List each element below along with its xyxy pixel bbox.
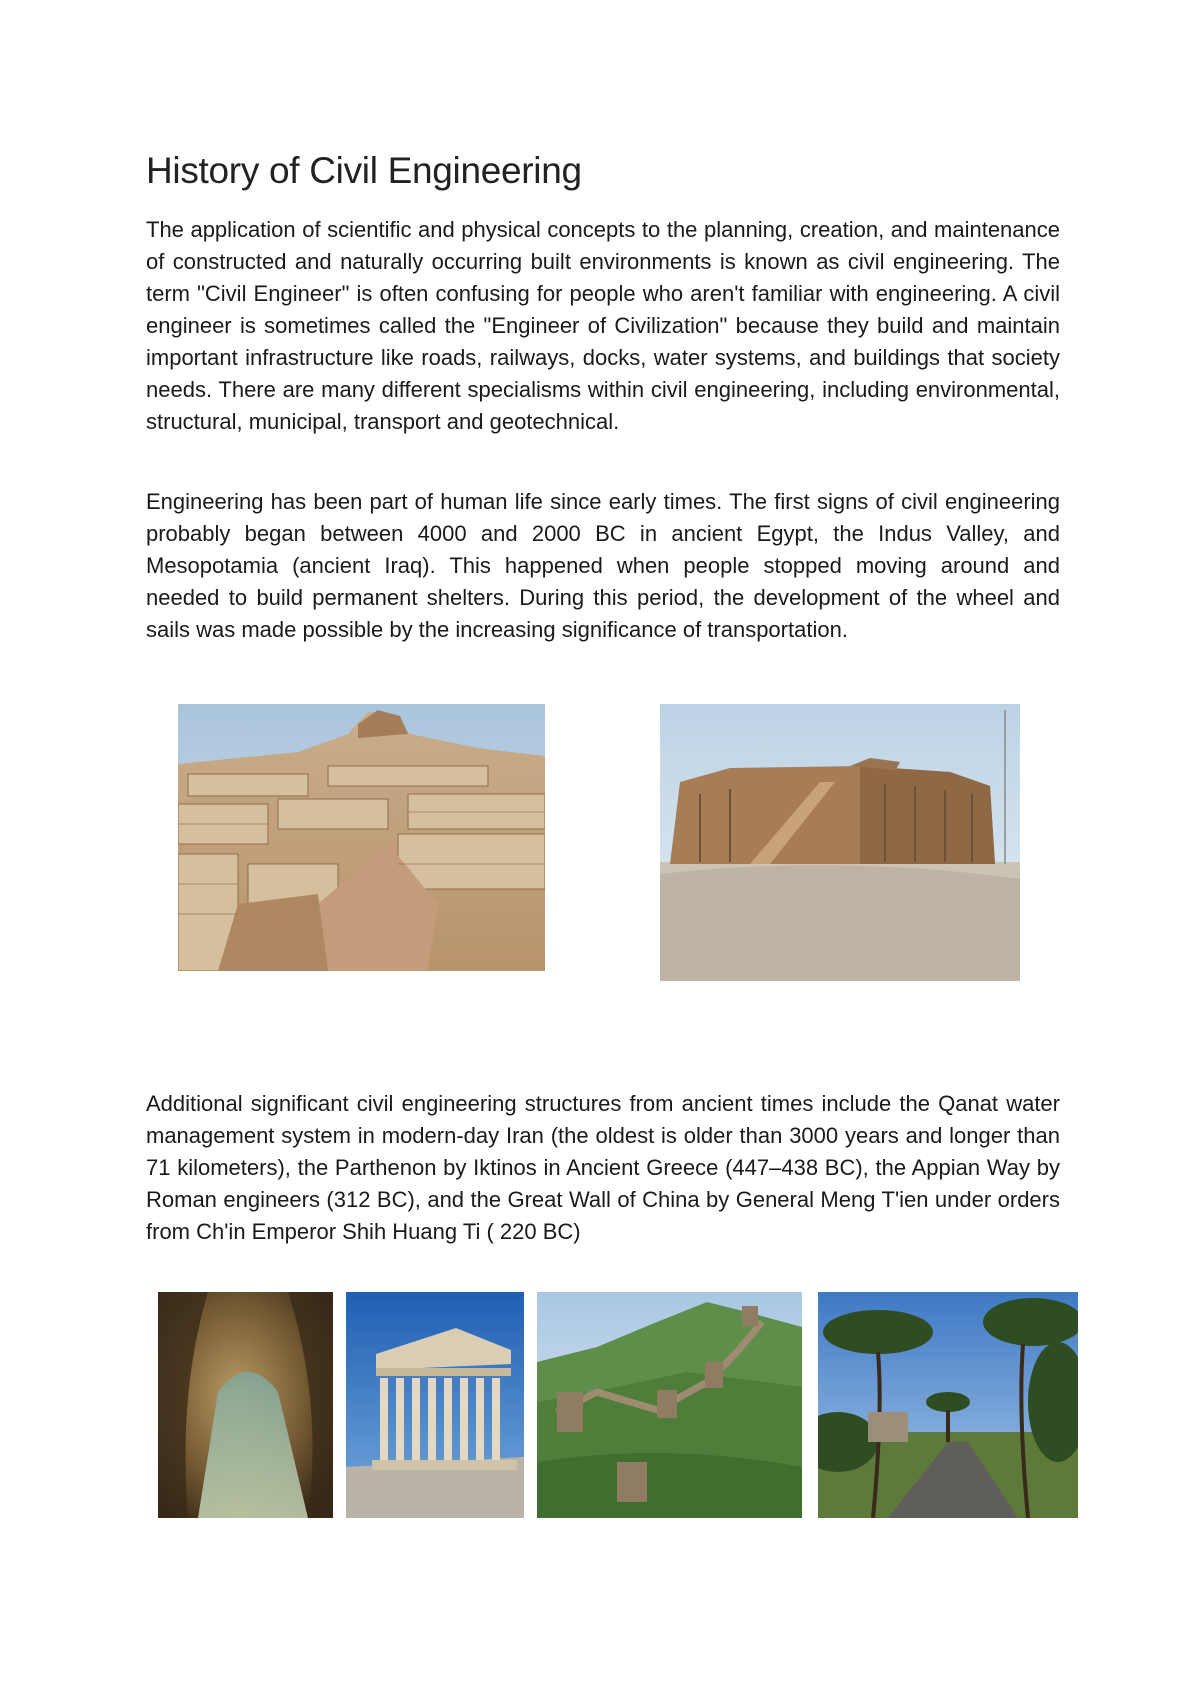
appian-way-photo	[818, 1292, 1078, 1518]
paragraph-definition: The application of scientific and physical concepts to the planning, creation, and maintenance of constructed and naturally occurring built environments is known as civil engineering. The term "Civil Engineer" is often confusing for people who aren't familiar with engineering. A civil engineer is sometimes called the "Engineer of Civilization" because they build and maintain important infrastructure like roads, railways, docks, water systems, and buildings that society needs. There are many different specialisms within civil engineering, including environmental, structural, municipal, transport and geotechnical.	[146, 217, 1060, 434]
document-title: History of Civil Engineering	[146, 150, 582, 191]
qanat-tunnel-photo	[158, 1292, 333, 1518]
parthenon-photo	[346, 1292, 524, 1518]
ziggurat-photo	[660, 704, 1020, 981]
ancient-ruins-photo	[178, 704, 545, 971]
great-wall-photo	[537, 1292, 802, 1518]
paragraph-early-history: Engineering has been part of human life since early times. The first signs of civil engineering probably began between 4000 and 2000 BC in ancient Egypt, the Indus Valley, and Mesopotamia (ancient Iraq). This happened when people stopped moving around and needed to build permanent shelters. During this period, the development of the wheel and sails was made possible by the increasing significance of transportation.	[146, 489, 1060, 642]
paragraph-ancient-structures: Additional significant civil engineering structures from ancient times include the Qanat water management system in modern-day Iran (the oldest is older than 3000 years and longer than 71 kilometers), the Parthenon by Iktinos in Ancient Greece (447–438 BC), the Appian Way by Roman engineers (312 BC), and the Great Wall of China by General Meng T'ien under orders from Ch'in Emperor Shih Huang Ti ( 220 BC)	[146, 1091, 1060, 1244]
